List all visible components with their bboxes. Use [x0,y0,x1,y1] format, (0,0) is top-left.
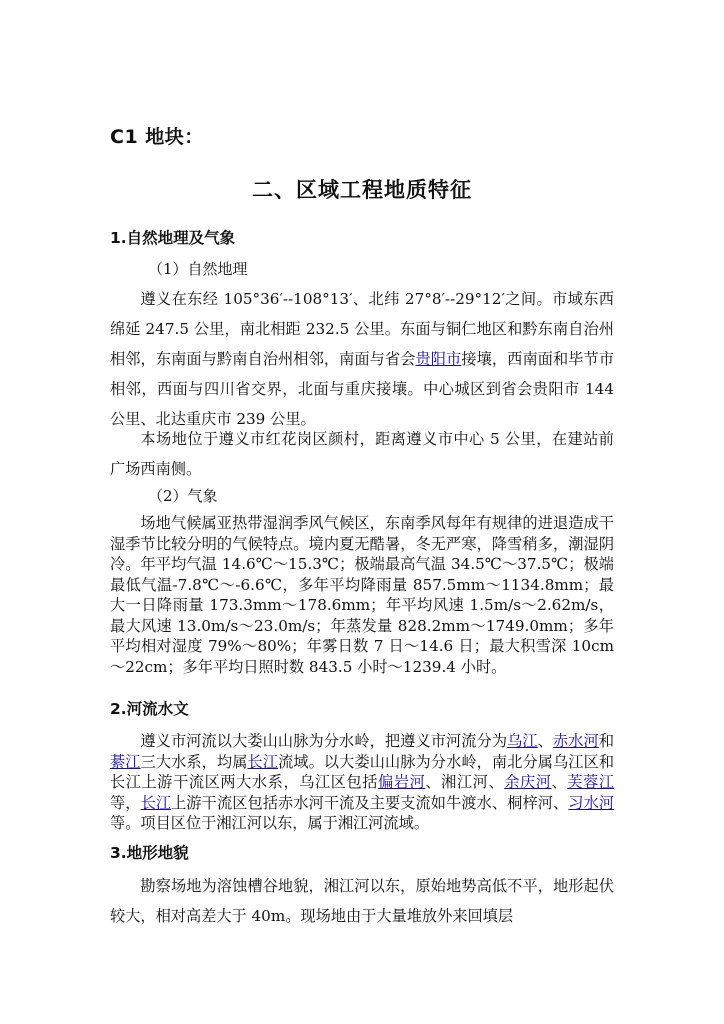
paragraph-text: 流域。以大娄山山脉为分水岭，南北分属乌江区和长江上游干流区两大水系，乌江区包括 [110,752,615,791]
paragraph-text: 、 [551,773,568,791]
section-title: 二、区域工程地质特征 [252,178,472,202]
paragraph-text: 遵义市河流以大娄山山脉为分水岭，把遵义市河流分为 [140,732,508,750]
heading-rivers-hydrology: 2.河流水文 [110,700,189,718]
paragraph-text: 等。项目区位于湘江河以东，属于湘江河流域。 [110,814,429,832]
link-qijiang[interactable]: 綦江 [110,752,141,771]
link-chishui-river[interactable]: 赤水河 [552,732,599,750]
link-yangtze[interactable]: 长江 [247,752,279,771]
paragraph-text: 、湘江河、 [425,773,505,791]
link-furong-river[interactable]: 芙蓉江 [567,773,615,791]
paragraph-text: 接壤，西南面和毕节市相邻，西面与四川省交界，北面与重庆接壤。中心城区到省会贵阳市 144 公里、北达重庆市 239 公里。 [110,350,615,428]
paragraph-rivers [110,731,614,834]
paragraph-text: 、 [537,732,553,750]
paragraph-text: 遵义在东经 105°36′--108°13′、北纬 27°8′--29°12′之间。市域东西绵延 247.5 公里，南北相距 232.5 公里。东面与铜仁地区和黔东南自治州相邻，东南面与黔南自治州相邻，南面与省会 [110,290,614,368]
link-guiyang[interactable]: 贵阳市 [415,350,462,368]
paragraph-text: 和 [598,732,615,750]
paragraph-geography [110,284,614,434]
link-wujiang[interactable]: 乌江 [507,732,538,750]
paragraph-landform: 勘察场地为溶蚀槽谷地貌，湘江河以东，原始地势高低不平，地形起伏较大，相对高差大于 40m。现场地由于大量堆放外来回填层 [110,877,614,925]
link-yangtze-2[interactable]: 长江 [140,793,172,812]
paragraph-climate: 场地气候属亚热带湿润季风气候区，东南季风每年有规律的进退造成干湿季节比较分明的气候特点。境内夏无酷暑，冬无严寒，降雪稍多，潮湿阴冷。年平均气温 14.6℃～15.3℃；极端最高气温 34.5℃～37.5℃；极端最低气温-7.8℃～-6.6℃，多年平均降雨量 857.5mm～1134.8mm；最大一日降雨量 173.3mm～178.6mm；年平均风速 1.5m/s～2.62m/s，最大风速 13.0m/s～23.0m/s；年蒸发量 828.2mm～1749.0mm；多年平均相对湿度 79%～80%；年雾日数 7 日～14.6 日；最大积雪深 10cm～22cm；多年平均日照时数 843.5 小时～1239.4 小时。 [110,514,614,676]
link-yuqing-river[interactable]: 余庆河 [504,773,552,791]
subheading-climate: （2）气象 [148,487,218,505]
paragraph-text: 上游干流区包括赤水河干流及主要支流如牛渡水、桐梓河、 [171,793,569,812]
paragraph-site-location: 本场地位于遵义市红花岗区颜村，距离遵义市中心 5 公里，在建站前广场西南侧。 [110,430,614,478]
heading-natural-geography-climate: 1.自然地理及气象 [110,229,236,247]
subheading-natural-geography: （1）自然地理 [148,260,248,278]
link-pianyan-river[interactable]: 偏岩河 [378,773,426,791]
paragraph-text: 三大水系，均属 [140,752,248,771]
heading-landform: 3.地形地貌 [110,844,189,862]
block-title: C1 地块： [110,126,204,148]
paragraph-text: 等， [110,793,141,812]
link-xishui-river[interactable]: 习水河 [568,793,615,812]
